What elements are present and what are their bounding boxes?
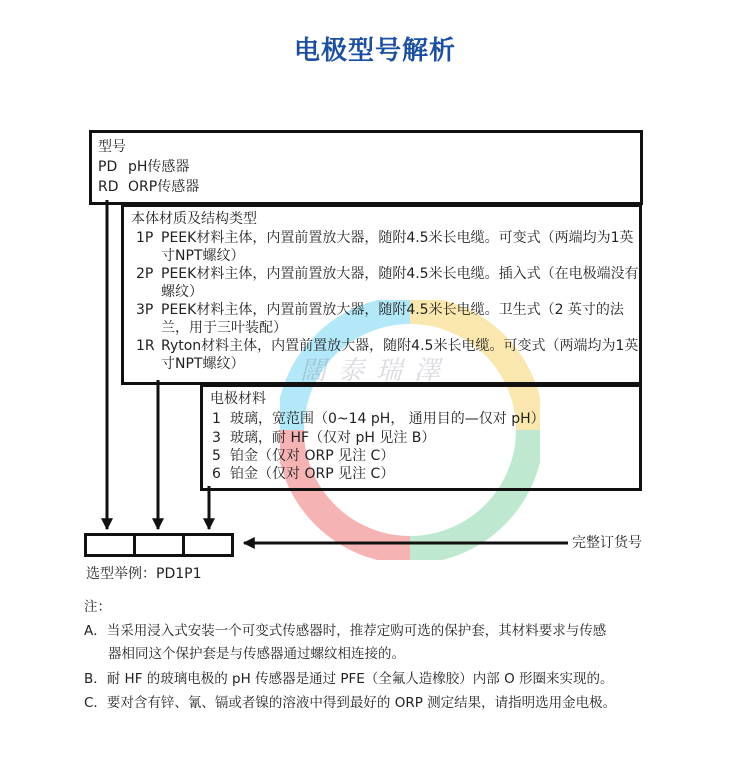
body-desc-3p: PEEK材料主体，内置前置放大器，随附4.5米长电缆。卫生式（2 英寸的法兰，用于三叶装配） [161, 302, 624, 336]
electrode-code-5: 5 [212, 448, 221, 464]
note-a-line2: 器相同这个保护套是与传感器通过螺纹相连接的。 [108, 646, 405, 662]
electrode-code-1: 1 [212, 411, 221, 427]
body-code-1p: 1P [136, 230, 154, 246]
body-code-3p: 3P [136, 302, 154, 318]
page-title: 电极型号解析 [293, 36, 456, 66]
electrode-desc-1: 玻璃，宽范围（0~14 pH， 通用目的—仅对 pH） [230, 411, 545, 427]
note-a-line1: A．当采用浸入式安装一个可变式传感器时，推荐定购可选的保护套，其材料要求与传感 [84, 623, 607, 639]
electrode-desc-6: 铂金（仅对 ORP 见注 C） [230, 466, 395, 482]
order-label: 完整订货号 [572, 535, 642, 551]
model-desc-rd: ORP传感器 [128, 179, 200, 195]
electrode-desc-5: 铂金（仅对 ORP 见注 C） [230, 448, 395, 464]
order-cell-model [84, 533, 136, 557]
model-code-pd: PD [98, 159, 118, 175]
electrode-code-3: 3 [212, 430, 221, 446]
model-code-rd: RD [98, 179, 119, 195]
watermark-text: 闊泰瑞澤 [300, 356, 453, 386]
notes-heading: 注： [84, 599, 111, 615]
example-text: 选型举例：PD1P1 [86, 566, 202, 582]
body-code-1r: 1R [136, 338, 155, 354]
order-cell-electrode [182, 533, 234, 557]
model-desc-pd: pH传感器 [128, 159, 190, 175]
note-b: B．耐 HF 的玻璃电极的 pH 传感器是通过 PFE（全氟人造橡胶）内部 O 形圈来实现的。 [84, 671, 614, 687]
body-desc-2p: PEEK材料主体，内置前置放大器，随附4.5米长电缆。插入式（在电极端没有螺纹） [161, 266, 639, 300]
body-desc-1r: Ryton材料主体，内置前置放大器，随附4.5米长电缆。可变式（两端均为1英寸NPT螺纹） [161, 338, 639, 372]
model-heading: 型号 [98, 139, 126, 155]
body-desc-1p: PEEK材料主体，内置前置放大器，随附4.5米长电缆。可变式（两端均为1英寸NPT螺纹） [161, 230, 634, 264]
order-cell-body [133, 533, 185, 557]
body-heading: 本体材质及结构类型 [131, 211, 257, 227]
electrode-desc-3: 玻璃，耐 HF（仅对 pH 见注 B） [230, 430, 436, 446]
body-code-2p: 2P [136, 266, 154, 282]
electrode-code-6: 6 [212, 466, 221, 482]
note-c: C．要对含有锌、氰、镉或者镍的溶液中得到最好的 ORP 测定结果，请指明选用金电极。 [84, 695, 617, 711]
electrode-heading: 电极材料 [210, 391, 266, 407]
